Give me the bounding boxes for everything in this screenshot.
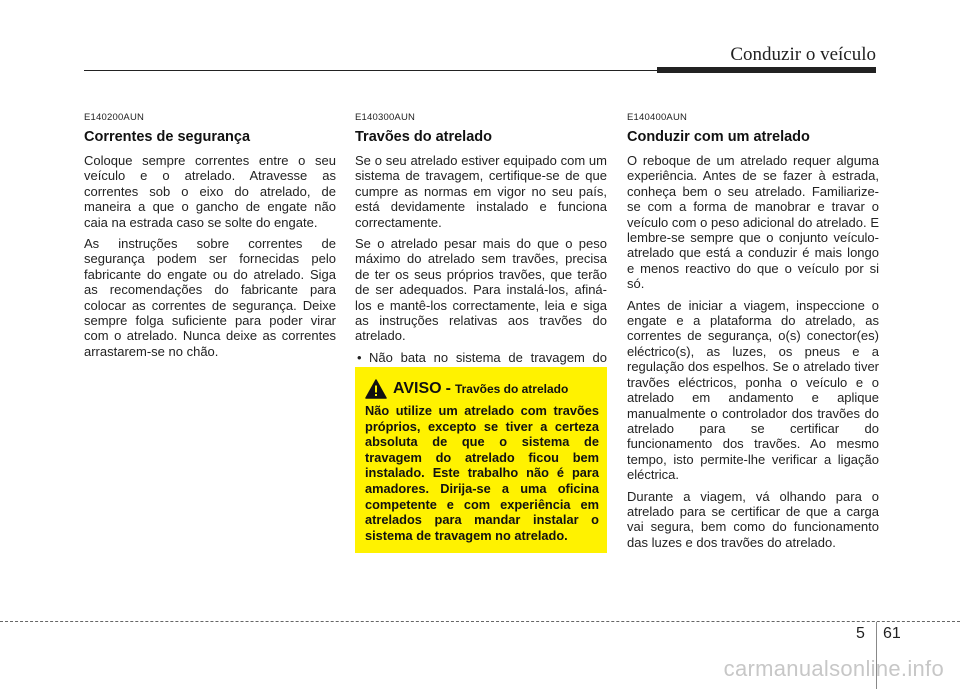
paragraph: Se o atrelado pesar mais do que o peso máximo do atrelado sem travões, precisa de ter os seus próprios travões, que terão de ser adequados. Para instalá-los, afiná-los e mantê-los correctamente, leia e siga as instruções relativas aos travões do atrelado.: [355, 236, 607, 344]
header-rule-thin: [84, 70, 657, 71]
watermark: carmanualsonline.info: [723, 656, 944, 681]
warning-subtitle: Travões do atrelado: [454, 382, 569, 396]
section-heading: Correntes de segurança: [84, 129, 251, 145]
column-towing: [627, 112, 879, 556]
paragraph: Se o seu atrelado estiver equipado com um sistema de travagem, certifique-se de que cumpre as normas em vigor no seu país, está devidamente instalado e funciona correctamente.: [355, 153, 607, 230]
section-heading: Conduzir com um atrelado: [627, 129, 810, 145]
warning-triangle-icon: [365, 379, 387, 399]
column-trailer-brakes: [355, 112, 607, 381]
section-code: E140400AUN: [627, 112, 688, 123]
paragraph: Durante a viagem, vá olhando para o atrelado para se certificar de que a carga vai segura, bem como do funcionamento das luzes e dos travões do atrelado.: [627, 488, 879, 550]
paragraph: O reboque de um atrelado requer alguma experiência. Antes de se fazer à estrada, conheça bem o seu atrelado. Familiarize-se com a forma de manobrar e travar o veículo com o peso adicional do atrelado. E lembre-se sempre que o conjunto veículo-atrelado que está a conduzir é mais longo e menos reactivo do que o veículo por si só.: [627, 153, 879, 292]
warning-separator: -: [445, 380, 451, 397]
warning-title: AVISO: [393, 380, 442, 397]
chapter-number: 5: [856, 625, 865, 642]
page-header-title: Conduzir o veículo: [730, 44, 876, 65]
warning-text: Não utilize um atrelado com travões próprios, excepto se tiver a certeza absoluta de que o sistema de travagem do atrelado ficou bem instalado. Este trabalho não é para amadores. Dirija-se a uma oficina competente e com experiência em atrelados para mandar instalar o sistema de travagem no atrelado.: [365, 403, 599, 543]
footer-rule: [0, 621, 960, 622]
section-code: E140200AUN: [84, 112, 145, 123]
paragraph: Coloque sempre correntes entre o seu veículo e o atrelado. Atravesse as correntes sob o eixo do atrelado, de maneira a que o gancho de engate não caia na estrada caso se solte do engate.: [84, 153, 336, 230]
column-safety-chains: [84, 112, 336, 365]
section-code: E140300AUN: [355, 112, 416, 123]
header-rule-thick: [657, 67, 876, 73]
warning-header: [365, 379, 599, 399]
warning-box: [355, 367, 607, 553]
bullet-dot: •: [357, 349, 362, 365]
page-number: 61: [883, 625, 901, 642]
section-heading: Travões do atrelado: [355, 129, 492, 145]
bullet-text: Não bata no sistema de travagem do: [369, 349, 607, 365]
paragraph: Antes de iniciar a viagem, inspeccione o engate e a plataforma do atrelado, as correntes de segurança, o(s) conector(es) eléctrico(s), as luzes, os pneus e a regulação dos espelhos. Se o atrelado tiver travões eléctricos, ponha o veículo e o atrelado em andamento e aplique manualmente o controlador dos travões do atrelado para se certificar do funcionamento dos travões. Ao mesmo tempo, isto permite-lhe verificar a ligação eléctrica.: [627, 297, 879, 483]
paragraph: As instruções sobre correntes de segurança podem ser fornecidas pelo fabricante do engate ou do atrelado. Siga as recomendações do fabricante para colocar as correntes de segurança. Deixe sempre folga suficiente para poder virar com o atrelado. Nunca deixe as correntes arrastarem-se no chão.: [84, 236, 336, 359]
